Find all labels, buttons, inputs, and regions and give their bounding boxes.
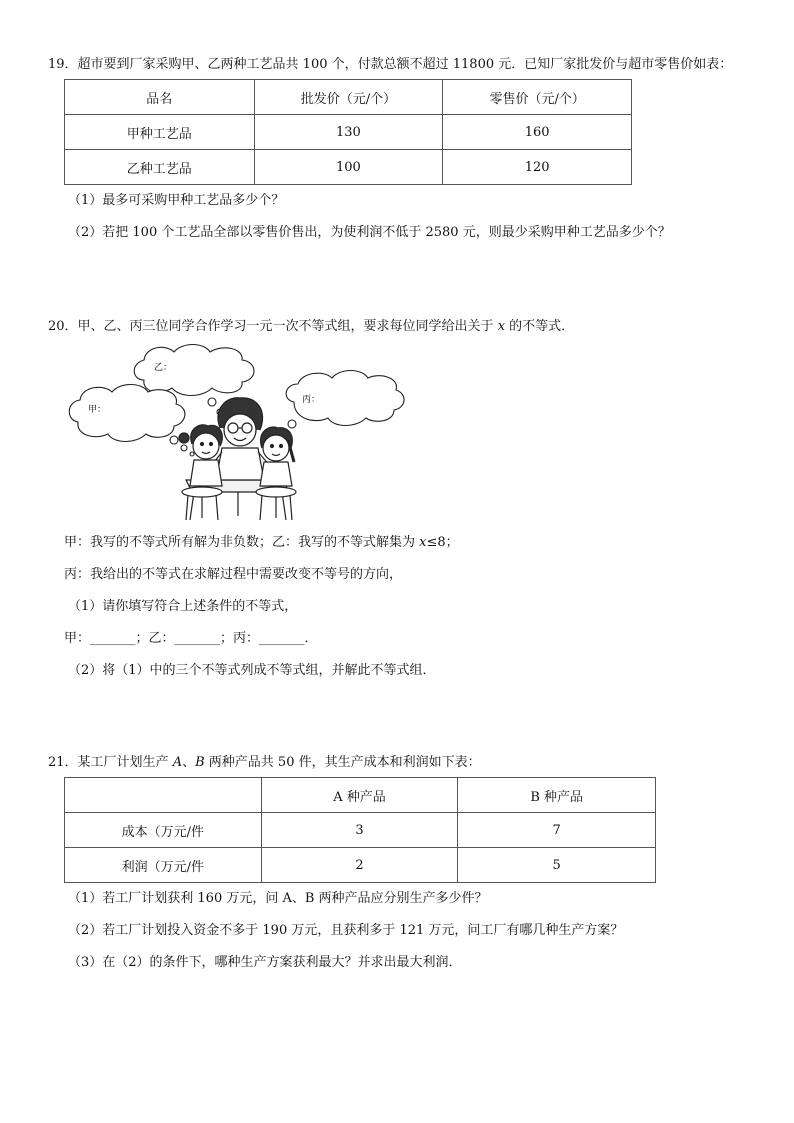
q20-stem-var: x [497, 319, 506, 334]
q21-stem-B: B [195, 755, 205, 770]
table-cell: 120 [443, 150, 632, 185]
table-cell: 3 [261, 813, 458, 848]
table-row [65, 150, 632, 185]
q21-stem-c: 两种产品共 50 件，其生产成本和利润如下表： [204, 755, 481, 770]
table-cell: 130 [254, 115, 443, 150]
q20-line1-pre: 甲：我写的不等式所有解为非负数；乙：我写的不等式解集为 [64, 535, 420, 550]
q21-sub1: （1）若工厂计划获利 160 万元，问 A、B 两种产品应分别生产多少件？ [68, 891, 488, 906]
q21-cost-profit-table [64, 777, 656, 883]
table-row [65, 115, 632, 150]
thought-bubble-jia [69, 385, 194, 457]
table-cell: 160 [443, 115, 632, 150]
q21-sub2: （2）若工厂计划投入资金不多于 190 万元，且获利多于 121 万元，问工厂有哪几种生产方案？ [68, 923, 624, 938]
q19-stem: 19．超市要到厂家采购甲、乙两种工艺品共 100 个，付款总额不超过 11800 元．已知厂家批发价与超市零售价如表： [48, 57, 733, 72]
table-header-cell [65, 778, 262, 813]
students-illustration [62, 340, 412, 525]
q19-sub2: （2）若把 100 个工艺品全部以零售价售出，为使利润不低于 2580 元，则最少采购甲种工艺品多少个？ [68, 225, 671, 240]
table-cell: 5 [458, 848, 656, 883]
q20-stem-pre: 20．甲、乙、丙三位同学合作学习一元一次不等式组，要求每位同学给出关于 [48, 319, 498, 334]
q20-line1 [64, 534, 459, 552]
table-header-cell: 品名 [65, 80, 255, 115]
q21-stem-a: 21．某工厂计划生产 [48, 755, 173, 770]
q21-stem [48, 754, 481, 772]
table-cell: 甲种工艺品 [65, 115, 255, 150]
student-right-icon [256, 427, 296, 520]
table-header-row [65, 80, 632, 115]
q20-line1-post: ≤8； [426, 535, 459, 550]
table-row [65, 813, 656, 848]
q19-price-table [64, 79, 632, 185]
table-cell: 7 [458, 813, 656, 848]
table-cell: 利润（万元/件 [65, 848, 262, 883]
bubble-label-yi: 乙： [154, 363, 173, 373]
table-cell: 乙种工艺品 [65, 150, 255, 185]
q21-sub3: （3）在（2）的条件下，哪种生产方案获利最大？并求出最大利润． [68, 955, 462, 970]
q20-blanks: 甲：_______；乙：_______；丙：_______． [64, 631, 318, 646]
q20-line1-var: x [419, 535, 427, 550]
table-header-cell: 批发价（元/个） [254, 80, 443, 115]
table-header-cell: 零售价（元/个） [443, 80, 632, 115]
table-header-cell: B 种产品 [458, 778, 656, 813]
table-row [65, 848, 656, 883]
bubble-label-bing: 丙： [302, 395, 321, 405]
q19-sub1: （1）最多可采购甲种工艺品多少个？ [68, 193, 285, 208]
q20-sub2: （2）将（1）中的三个不等式列成不等式组，并解此不等式组． [68, 663, 436, 678]
table-cell: 成本（万元/件 [65, 813, 262, 848]
bubble-label-jia: 甲： [88, 405, 107, 415]
q20-stem-post: 的不等式． [505, 319, 575, 334]
q20-stem [48, 318, 574, 336]
q21-stem-A: A [172, 755, 183, 770]
q21-stem-b: 、 [182, 755, 196, 770]
table-cell: 100 [254, 150, 443, 185]
table-header-cell: A 种产品 [261, 778, 458, 813]
table-cell: 2 [261, 848, 458, 883]
student-left-icon [179, 425, 222, 520]
q20-line2: 丙：我给出的不等式在求解过程中需要改变不等号的方向， [64, 567, 403, 582]
table-header-row [65, 778, 656, 813]
q20-sub1: （1）请你填写符合上述条件的不等式， [68, 599, 298, 614]
thought-bubble-bing [276, 371, 404, 441]
